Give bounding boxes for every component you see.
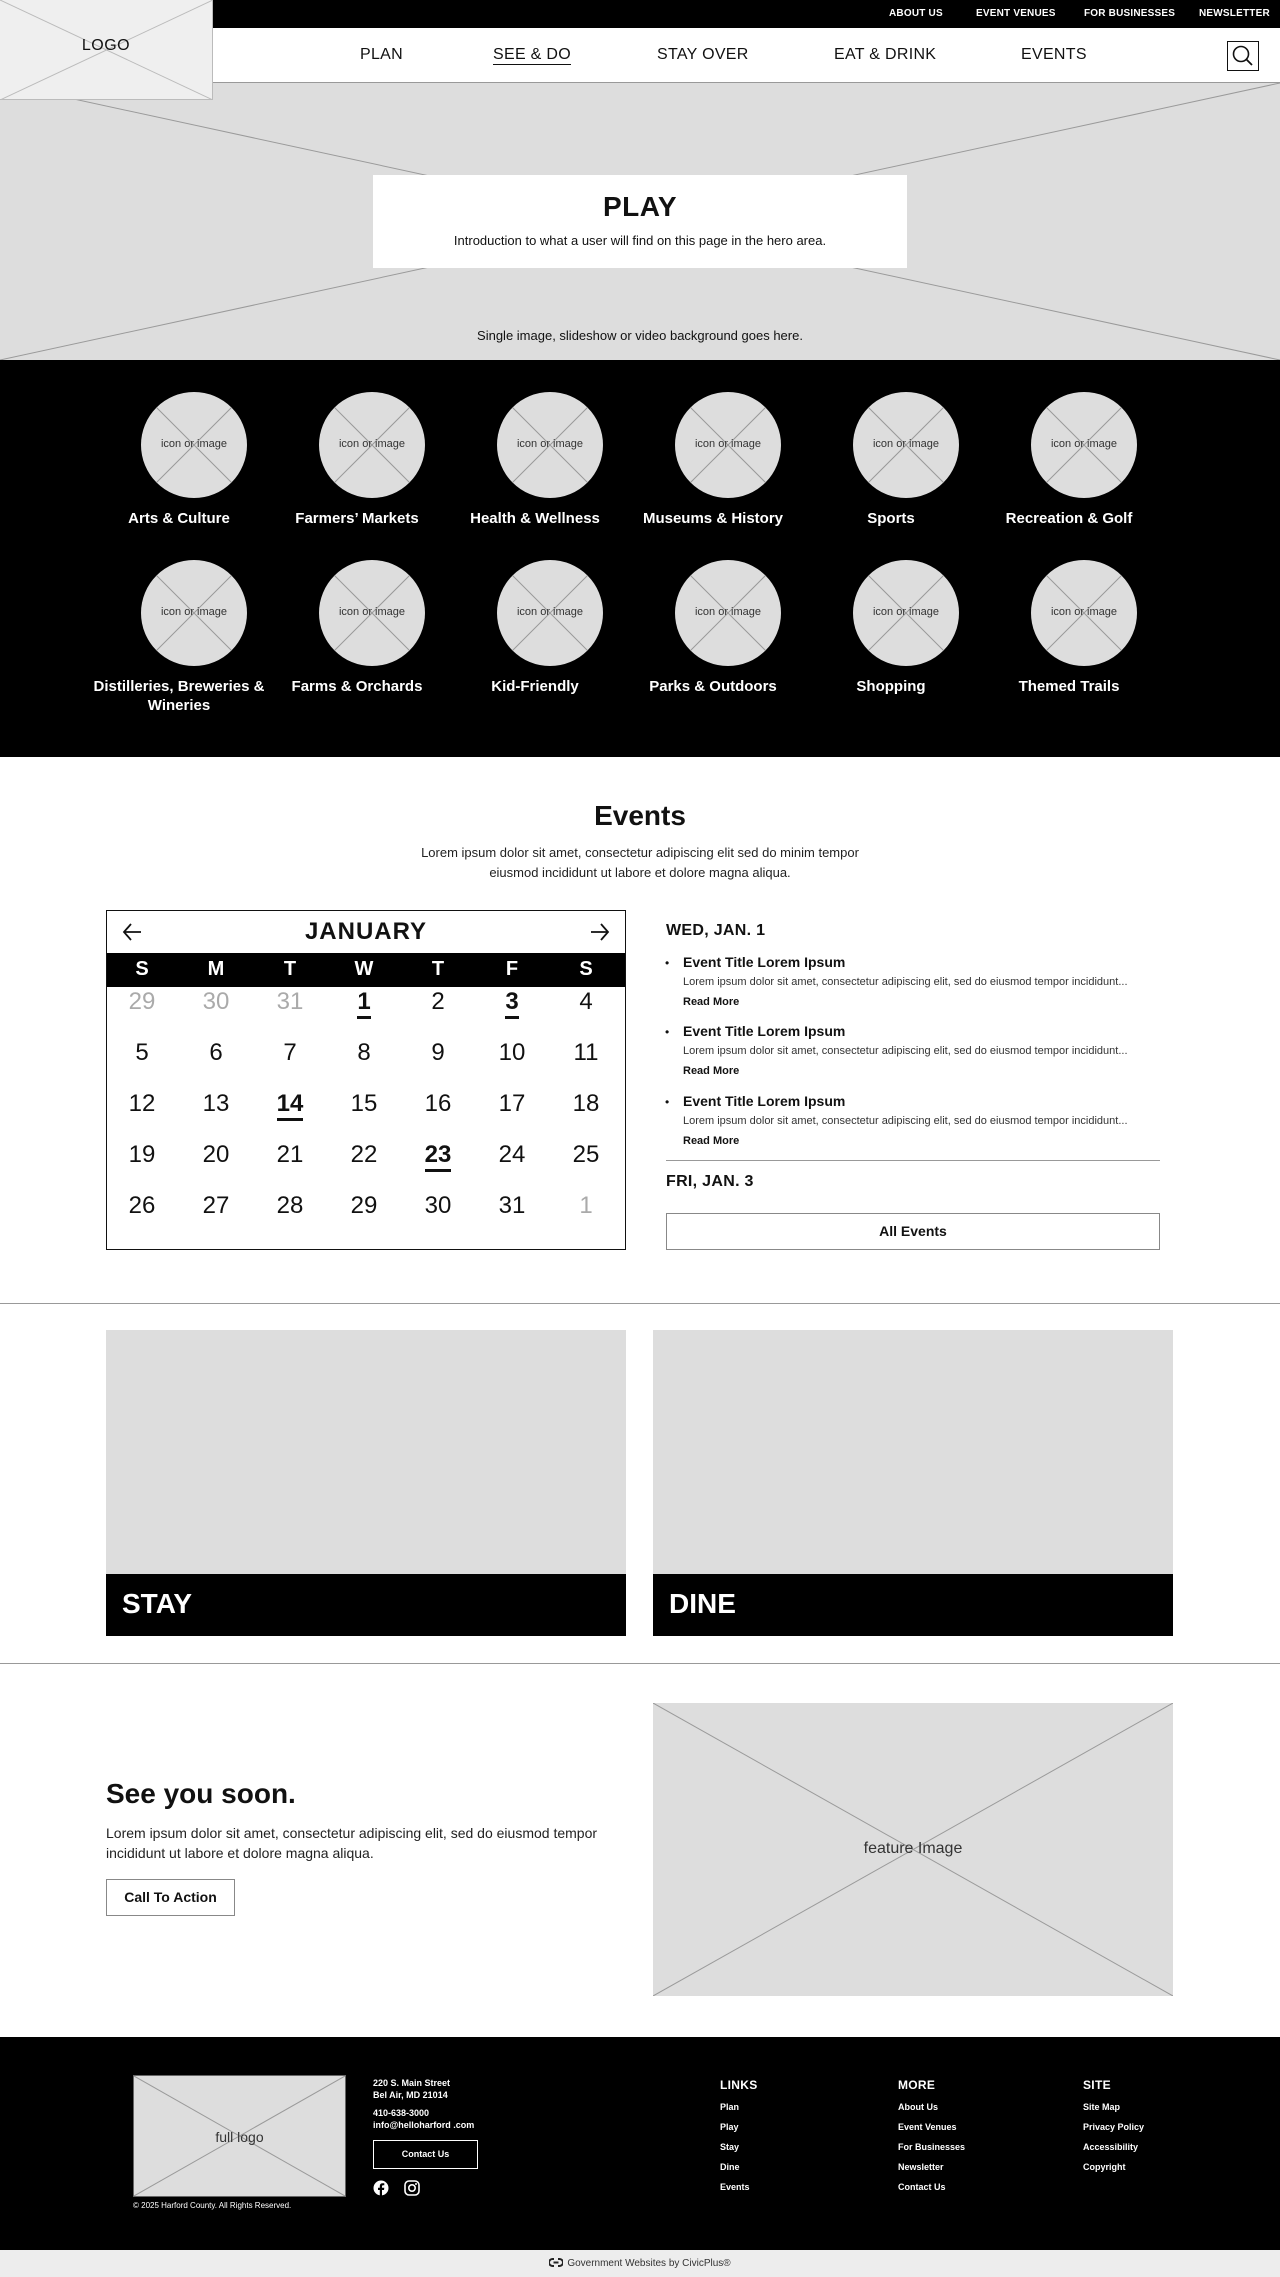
category-image — [675, 560, 781, 666]
footer-link[interactable]: Contact Us — [898, 2182, 946, 2192]
calendar-day[interactable]: 24 — [498, 1141, 526, 1168]
category-image — [675, 392, 781, 498]
category-image — [319, 560, 425, 666]
calendar-day-with-event[interactable]: 23 — [408, 1140, 468, 1170]
read-more-link[interactable]: Read More — [683, 1135, 740, 1147]
category-label: Sports — [867, 510, 915, 527]
calendar-day[interactable]: 31 — [498, 1192, 526, 1219]
bullet: • — [665, 1095, 670, 1109]
category-image-label: icon or image — [516, 438, 584, 450]
footer-link[interactable]: About Us — [898, 2102, 938, 2112]
all-events-button[interactable]: All Events — [666, 1213, 1160, 1250]
event-description: Lorem ipsum dolor sit amet, consectetur adipiscing elit, sed do eiusmod tempor incididunt... — [683, 1115, 1128, 1127]
event-description: Lorem ipsum dolor sit amet, consectetur adipiscing elit, sed do eiusmod tempor incididunt... — [683, 1045, 1128, 1057]
calendar-day[interactable]: 22 — [350, 1141, 378, 1168]
calendar-day[interactable]: 16 — [424, 1090, 452, 1117]
footer-link[interactable]: For Businesses — [898, 2142, 966, 2152]
category-grid — [0, 360, 1280, 757]
footer-phone[interactable]: 410-638-3000 — [373, 2108, 430, 2118]
footer-link[interactable]: Privacy Policy — [1083, 2122, 1145, 2132]
category-label: Farms & Orchards — [291, 678, 423, 695]
calendar-day[interactable]: 1 — [579, 1192, 593, 1219]
calendar-day[interactable]: 11 — [573, 1039, 599, 1066]
category-image — [1031, 560, 1137, 666]
calendar-day[interactable]: 4 — [579, 988, 593, 1015]
copyright: © 2025 Harford County. All Rights Reserved. — [133, 2201, 292, 2210]
calendar-day[interactable]: 27 — [202, 1192, 230, 1219]
category-image — [497, 392, 603, 498]
category-label: Shopping — [856, 678, 926, 695]
category-image — [141, 392, 247, 498]
calendar-header — [107, 911, 625, 953]
category-image-label: icon or image — [338, 606, 406, 618]
nav-item-plan[interactable]: PLAN — [360, 46, 403, 63]
feature-image — [653, 1703, 1173, 1996]
category-label: Themed Trails — [1018, 678, 1120, 695]
hero-background-note: Single image, slideshow or video background goes here. — [477, 328, 803, 343]
calendar-day[interactable]: 28 — [276, 1192, 304, 1219]
events-title: Events — [594, 800, 686, 831]
utility-link-newsletter[interactable]: NEWSLETTER — [1199, 8, 1270, 19]
footer-address-line2: Bel Air, MD 21014 — [373, 2090, 448, 2100]
calendar-day[interactable]: 13 — [202, 1090, 230, 1117]
footer-column-heading: MORE — [898, 2078, 936, 2092]
calendar-day[interactable]: 20 — [202, 1141, 230, 1168]
category-image — [853, 392, 959, 498]
calendar-day[interactable]: 5 — [135, 1039, 149, 1066]
category-image-label: icon or image — [694, 438, 762, 450]
calendar-day[interactable]: 29 — [128, 988, 156, 1015]
category-image — [497, 560, 603, 666]
hero-intro-text: Introduction to what a user will find on this page in the hero area. — [453, 233, 827, 248]
read-more-link[interactable]: Read More — [683, 1065, 740, 1077]
promo-title: See you soon. — [106, 1778, 296, 1809]
arrow-right-icon[interactable] — [589, 921, 611, 943]
calendar-month: JANUARY — [304, 918, 428, 945]
category-label: Recreation & Golf — [1005, 510, 1133, 527]
event-title[interactable]: Event Title Lorem Ipsum — [683, 1023, 846, 1039]
next-date[interactable]: FRI, JAN. 3 — [666, 1173, 754, 1190]
footer-link[interactable]: Event Venues — [898, 2122, 957, 2132]
calendar-day[interactable]: 21 — [276, 1141, 304, 1168]
weekday-label: S — [135, 958, 149, 980]
calendar-day[interactable]: 9 — [431, 1039, 445, 1066]
footer-column-heading: LINKS — [720, 2078, 758, 2092]
category-label: Farmers’ Markets — [295, 510, 419, 527]
category-label: Health & Wellness — [470, 510, 600, 527]
calendar-day[interactable]: 2 — [431, 988, 445, 1015]
calendar-day[interactable]: 6 — [209, 1039, 223, 1066]
calendar-day[interactable]: 30 — [424, 1192, 452, 1219]
weekday-label: S — [579, 958, 593, 980]
event-title[interactable]: Event Title Lorem Ipsum — [683, 1093, 846, 1109]
category-image-label: icon or image — [872, 438, 940, 450]
category-label: Kid-Friendly — [491, 678, 579, 695]
selected-date: WED, JAN. 1 — [666, 922, 766, 939]
nav-item-events[interactable]: EVENTS — [1021, 46, 1087, 63]
category-label: Distilleries, Breweries & Wineries — [93, 678, 265, 714]
footer-link[interactable]: Dine — [720, 2162, 740, 2172]
footer-column-heading: SITE — [1083, 2078, 1111, 2092]
footer-link[interactable]: Copyright — [1083, 2162, 1126, 2172]
stay-tile-bar — [106, 1574, 626, 1636]
category-image-label: icon or image — [872, 606, 940, 618]
dine-tile-bar — [653, 1574, 1173, 1636]
civicplus-logo-icon — [549, 2258, 563, 2267]
footer-link[interactable]: Newsletter — [898, 2162, 944, 2172]
calendar-day[interactable]: 8 — [357, 1039, 371, 1066]
footer-logo-label: full logo — [215, 2129, 264, 2145]
footer-email[interactable]: info@helloharford .com — [373, 2120, 475, 2130]
bullet: • — [665, 1025, 670, 1039]
utility-link-about[interactable]: ABOUT US — [889, 8, 943, 19]
nav-item-see-do[interactable]: SEE & DO — [493, 46, 571, 63]
civicplus-credit[interactable]: Government Websites by CivicPlus® — [567, 2258, 731, 2269]
category-image-label: icon or image — [1050, 438, 1118, 450]
call-to-action-button[interactable]: Call To Action — [106, 1879, 235, 1916]
footer-link[interactable]: Stay — [720, 2142, 740, 2152]
category-image-label: icon or image — [516, 606, 584, 618]
footer-link[interactable]: Play — [720, 2122, 739, 2132]
weekday-label: T — [283, 958, 297, 980]
calendar-day[interactable]: 12 — [128, 1090, 156, 1117]
section-divider — [0, 1663, 1280, 1664]
events-calendar — [106, 910, 626, 1250]
category-image-label: icon or image — [694, 606, 762, 618]
nav-item-stay-over[interactable]: STAY OVER — [657, 46, 749, 63]
footer-link[interactable]: Events — [720, 2182, 750, 2192]
weekday-label: T — [431, 958, 445, 980]
category-image-label: icon or image — [160, 606, 228, 618]
calendar-day[interactable]: 29 — [350, 1192, 378, 1219]
utility-link-for-businesses[interactable]: FOR BUSINESSES — [1084, 8, 1176, 19]
logo-label: LOGO — [81, 37, 131, 54]
bullet: • — [665, 956, 670, 970]
footer-logo[interactable] — [133, 2075, 346, 2197]
calendar-day-with-event[interactable]: 14 — [260, 1089, 320, 1119]
civicplus-bar — [0, 2250, 1280, 2277]
category-image-label: icon or image — [338, 438, 406, 450]
category-image — [141, 560, 247, 666]
calendar-day[interactable]: 19 — [128, 1141, 156, 1168]
category-label: Arts & Culture — [128, 510, 230, 527]
calendar-day[interactable]: 15 — [350, 1090, 378, 1117]
facebook-icon[interactable] — [373, 2180, 389, 2196]
promo-text: Lorem ipsum dolor sit amet, consectetur adipiscing elit, sed do eiusmod tempor incididunt ut labore et dolore magna aliqua. — [106, 1825, 598, 1861]
page-title: PLAY — [602, 191, 678, 222]
calendar-day[interactable]: 25 — [572, 1141, 600, 1168]
site-logo[interactable] — [0, 0, 213, 100]
dine-tile[interactable] — [653, 1330, 1173, 1636]
calendar-day[interactable]: 7 — [283, 1039, 297, 1066]
category-label: Museums & History — [642, 510, 784, 527]
stay-tile-label: STAY — [122, 1588, 193, 1619]
read-more-link[interactable]: Read More — [683, 996, 740, 1008]
category-image — [853, 560, 959, 666]
calendar-day[interactable]: 18 — [572, 1090, 600, 1117]
calendar-day[interactable]: 26 — [128, 1192, 156, 1219]
footer-link[interactable]: Accessibility — [1083, 2142, 1139, 2152]
footer-address-line1: 220 S. Main Street — [373, 2078, 451, 2088]
category-image — [319, 392, 425, 498]
calendar-day[interactable]: 30 — [202, 988, 230, 1015]
calendar-weekdays — [107, 953, 625, 987]
events-intro: Lorem ipsum dolor sit amet, consectetur adipiscing elit sed do minim tempor eiusmod incididunt ut labore et dolore magna aliqua. — [421, 845, 859, 880]
weekday-label: F — [505, 958, 519, 980]
utility-link-event-venues[interactable]: EVENT VENUES — [976, 8, 1056, 19]
feature-image-label: feature Image — [863, 1840, 963, 1857]
category-image-label: icon or image — [160, 438, 228, 450]
calendar-day-with-event[interactable]: 3 — [482, 987, 542, 1017]
search-icon — [1228, 42, 1257, 69]
calendar-day[interactable]: 31 — [276, 988, 304, 1015]
dine-tile-label: DINE — [669, 1588, 736, 1619]
category-image — [1031, 392, 1137, 498]
hero-intro-box — [373, 175, 907, 268]
event-title[interactable]: Event Title Lorem Ipsum — [683, 954, 846, 970]
calendar-day[interactable]: 10 — [498, 1039, 526, 1066]
nav-item-eat-drink[interactable]: EAT & DRINK — [834, 46, 937, 63]
footer-link[interactable]: Plan — [720, 2102, 740, 2112]
category-image-label: icon or image — [1050, 606, 1118, 618]
category-label: Parks & Outdoors — [649, 678, 777, 695]
search-button[interactable] — [1227, 41, 1259, 71]
section-divider — [0, 1303, 1280, 1304]
stay-tile[interactable] — [106, 1330, 626, 1636]
weekday-label: M — [207, 958, 225, 980]
event-description: Lorem ipsum dolor sit amet, consectetur adipiscing elit, sed do eiusmod tempor incididunt... — [683, 976, 1128, 988]
instagram-icon[interactable] — [404, 2180, 420, 2196]
event-divider — [666, 1160, 1160, 1161]
calendar-day-with-event[interactable]: 1 — [334, 987, 394, 1017]
weekday-label: W — [354, 958, 374, 980]
calendar-day[interactable]: 17 — [498, 1090, 526, 1117]
footer-contact-button[interactable]: Contact Us — [373, 2140, 478, 2169]
footer-link[interactable]: Site Map — [1083, 2102, 1121, 2112]
